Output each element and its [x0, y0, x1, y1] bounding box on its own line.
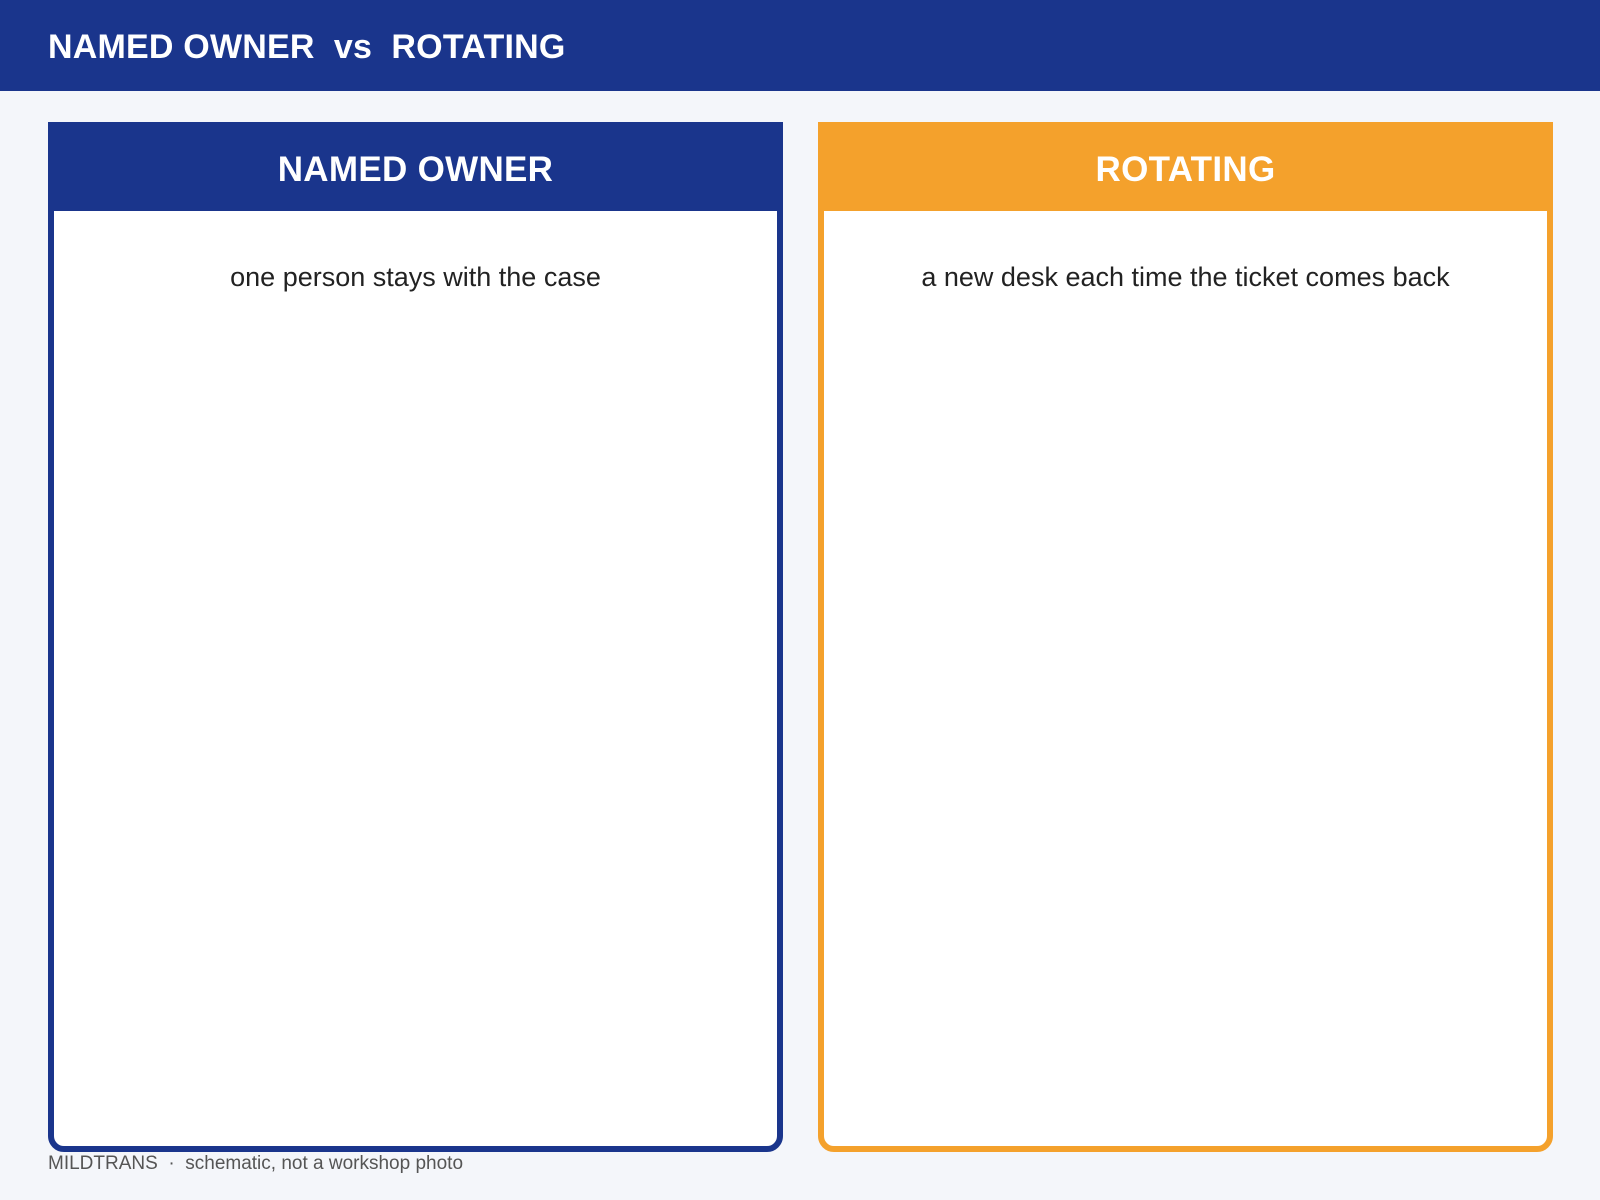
page-title: NAMED OWNER vs ROTATING	[48, 28, 566, 66]
footer-note: schematic, not a workshop photo	[185, 1153, 464, 1174]
panel-named-owner-header: NAMED OWNER	[54, 128, 777, 211]
panel-rotating-header: ROTATING	[824, 128, 1547, 211]
panel-named-owner-description: one person stays with the case	[230, 262, 601, 292]
panel-rotating	[818, 122, 1553, 1152]
footer-separator: ·	[168, 1153, 175, 1174]
title-bar	[0, 0, 1600, 91]
panel-rotating-description: a new desk each time the ticket comes back	[921, 262, 1450, 292]
footer-brand: MILDTRANS	[48, 1153, 158, 1174]
footer-caption	[48, 1153, 463, 1175]
panel-named-owner	[48, 122, 783, 1152]
